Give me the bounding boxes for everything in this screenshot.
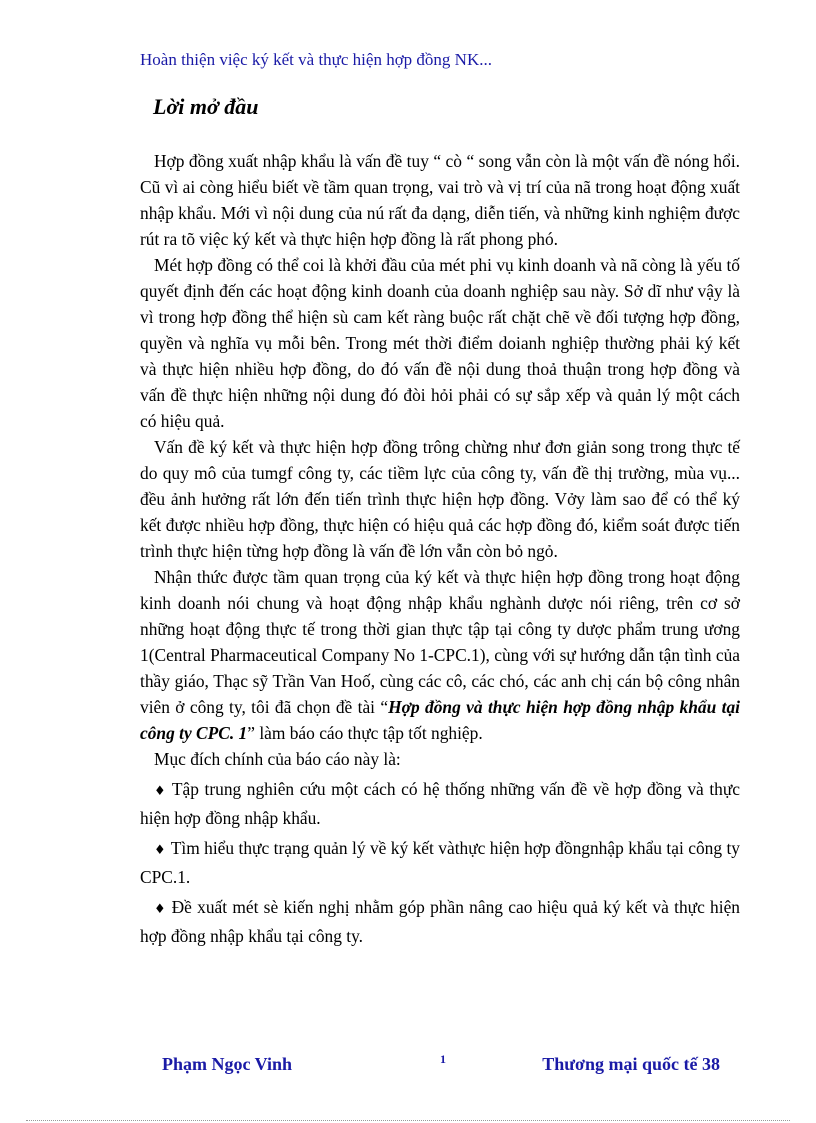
diamond-bullet-icon: ♦ bbox=[154, 784, 167, 799]
page-footer bbox=[162, 1054, 720, 1080]
diamond-bullet-icon: ♦ bbox=[154, 902, 167, 917]
bullet-text: Đề xuất mét sè kiến nghị nhằm góp phần nâng cao hiệu quả ký kết và thực hiện hợp đồng nhập khẩu tại công ty. bbox=[140, 897, 740, 946]
paragraph-4-tail: ” làm báo cáo thực tập tốt nghiệp. bbox=[247, 723, 483, 743]
paragraph-4 bbox=[140, 564, 740, 746]
purpose-intro: Mục đích chính của báo cáo này là: bbox=[154, 749, 401, 769]
running-header: Hoàn thiện việc ký kết và thực hiện hợp đồng NK... bbox=[140, 50, 492, 69]
page-bottom-divider bbox=[26, 1120, 790, 1121]
footer-course: Thương mại quốc tế 38 bbox=[542, 1054, 720, 1074]
bullet-text: Tìm hiểu thực trạng quản lý về ký kết vàthực hiện hợp đồngnhập khẩu tại công ty CPC.1. bbox=[140, 838, 740, 887]
bullet-item-2 bbox=[140, 835, 740, 890]
bullet-text: Tập trung nghiên cứu một cách có hệ thống những vấn đề về hợp đồng và thực hiện hợp đồng nhập khẩu. bbox=[140, 779, 740, 828]
page-title: Lời mở đầu bbox=[153, 94, 259, 119]
thesis-topic: Hợp đồng và thực hiện hợp đồng nhập khẩu tại công ty CPC. 1 bbox=[140, 697, 740, 743]
bullet-item-3 bbox=[140, 894, 740, 949]
bullet-item-1 bbox=[140, 776, 740, 831]
document-body bbox=[140, 148, 740, 949]
diamond-bullet-icon: ♦ bbox=[154, 843, 166, 858]
paragraph-4-lead: Nhận thức được tầm quan trọng của ký kết và thực hiện hợp đồng trong hoạt động kinh doanh nói chung và hoạt động nhập khẩu nghành dược nói riêng, trên cơ sở những hoạt động thực tế trong thời gian thực tập tại công ty dược phẩm trung ương 1(Central Pharmaceutical Company No 1-CPC.1), cùng với sự hướng dẫn tận tình của thầy giáo, Thạc sỹ Trần Van Hoố, cùng các cô, các chó, các anh chị cán bộ công nhân viên ở công ty, tôi đã chọn đề tài “ bbox=[140, 567, 740, 717]
paragraph-3: Vấn đề ký kết và thực hiện hợp đồng trông chừng như đơn giản song trong thực tế do quy mô của tumgf công ty, các tiềm lực của công ty, vấn đề thị trường, mùa vụ... đều ảnh hưởng rất lớn đến tiến trình thực hiện hợp đồng. Vởy làm sao để có thể ký kết được nhiều hợp đồng, thực hiện có hiệu quả các hợp đồng đó, kiểm soát được tiến trình thực hiện từng hợp đồng là vấn đề lớn vẫn còn bỏ ngỏ. bbox=[140, 437, 740, 561]
paragraph-1: Hợp đồng xuất nhập khẩu là vấn đề tuy “ cò “ song vẫn còn là một vấn đề nóng hổi. Cũ vì ai còng hiểu biết về tầm quan trọng, vai trò và vị trí của nã trong hoạt động xuất nhập khẩu. Mới vì nội dung của nú rất đa dạng, diễn tiến, và những kinh nghiệm được rút ra tõ việc ký kết và thực hiện hợp đồng là rất phong phó. bbox=[140, 151, 740, 249]
page-number: 1 bbox=[440, 1052, 446, 1066]
paragraph-2: Mét hợp đồng có thể coi là khởi đầu của mét phi vụ kinh doanh và nã còng là yếu tố quyết định đến các hoạt động kinh doanh của doanh nghiệp sau này. Sở dĩ như vậy là vì trong hợp đồng thể hiện sù cam kết ràng buộc rất chặt chẽ về đối tượng hợp đồng, quyền và nghĩa vụ mỗi bên. Trong mét thời điểm doianh nghiệp thường phải ký kết và thực hiện nhiều hợp đồng, do đó vấn đề nội dung thoả thuận trong hợp đồng và vấn đề thực hiện những nội dung đó đòi hỏi phải có sự sắp xếp và quản lý một cách có hiệu quả. bbox=[140, 255, 740, 431]
footer-author: Phạm Ngọc Vinh bbox=[162, 1054, 293, 1074]
